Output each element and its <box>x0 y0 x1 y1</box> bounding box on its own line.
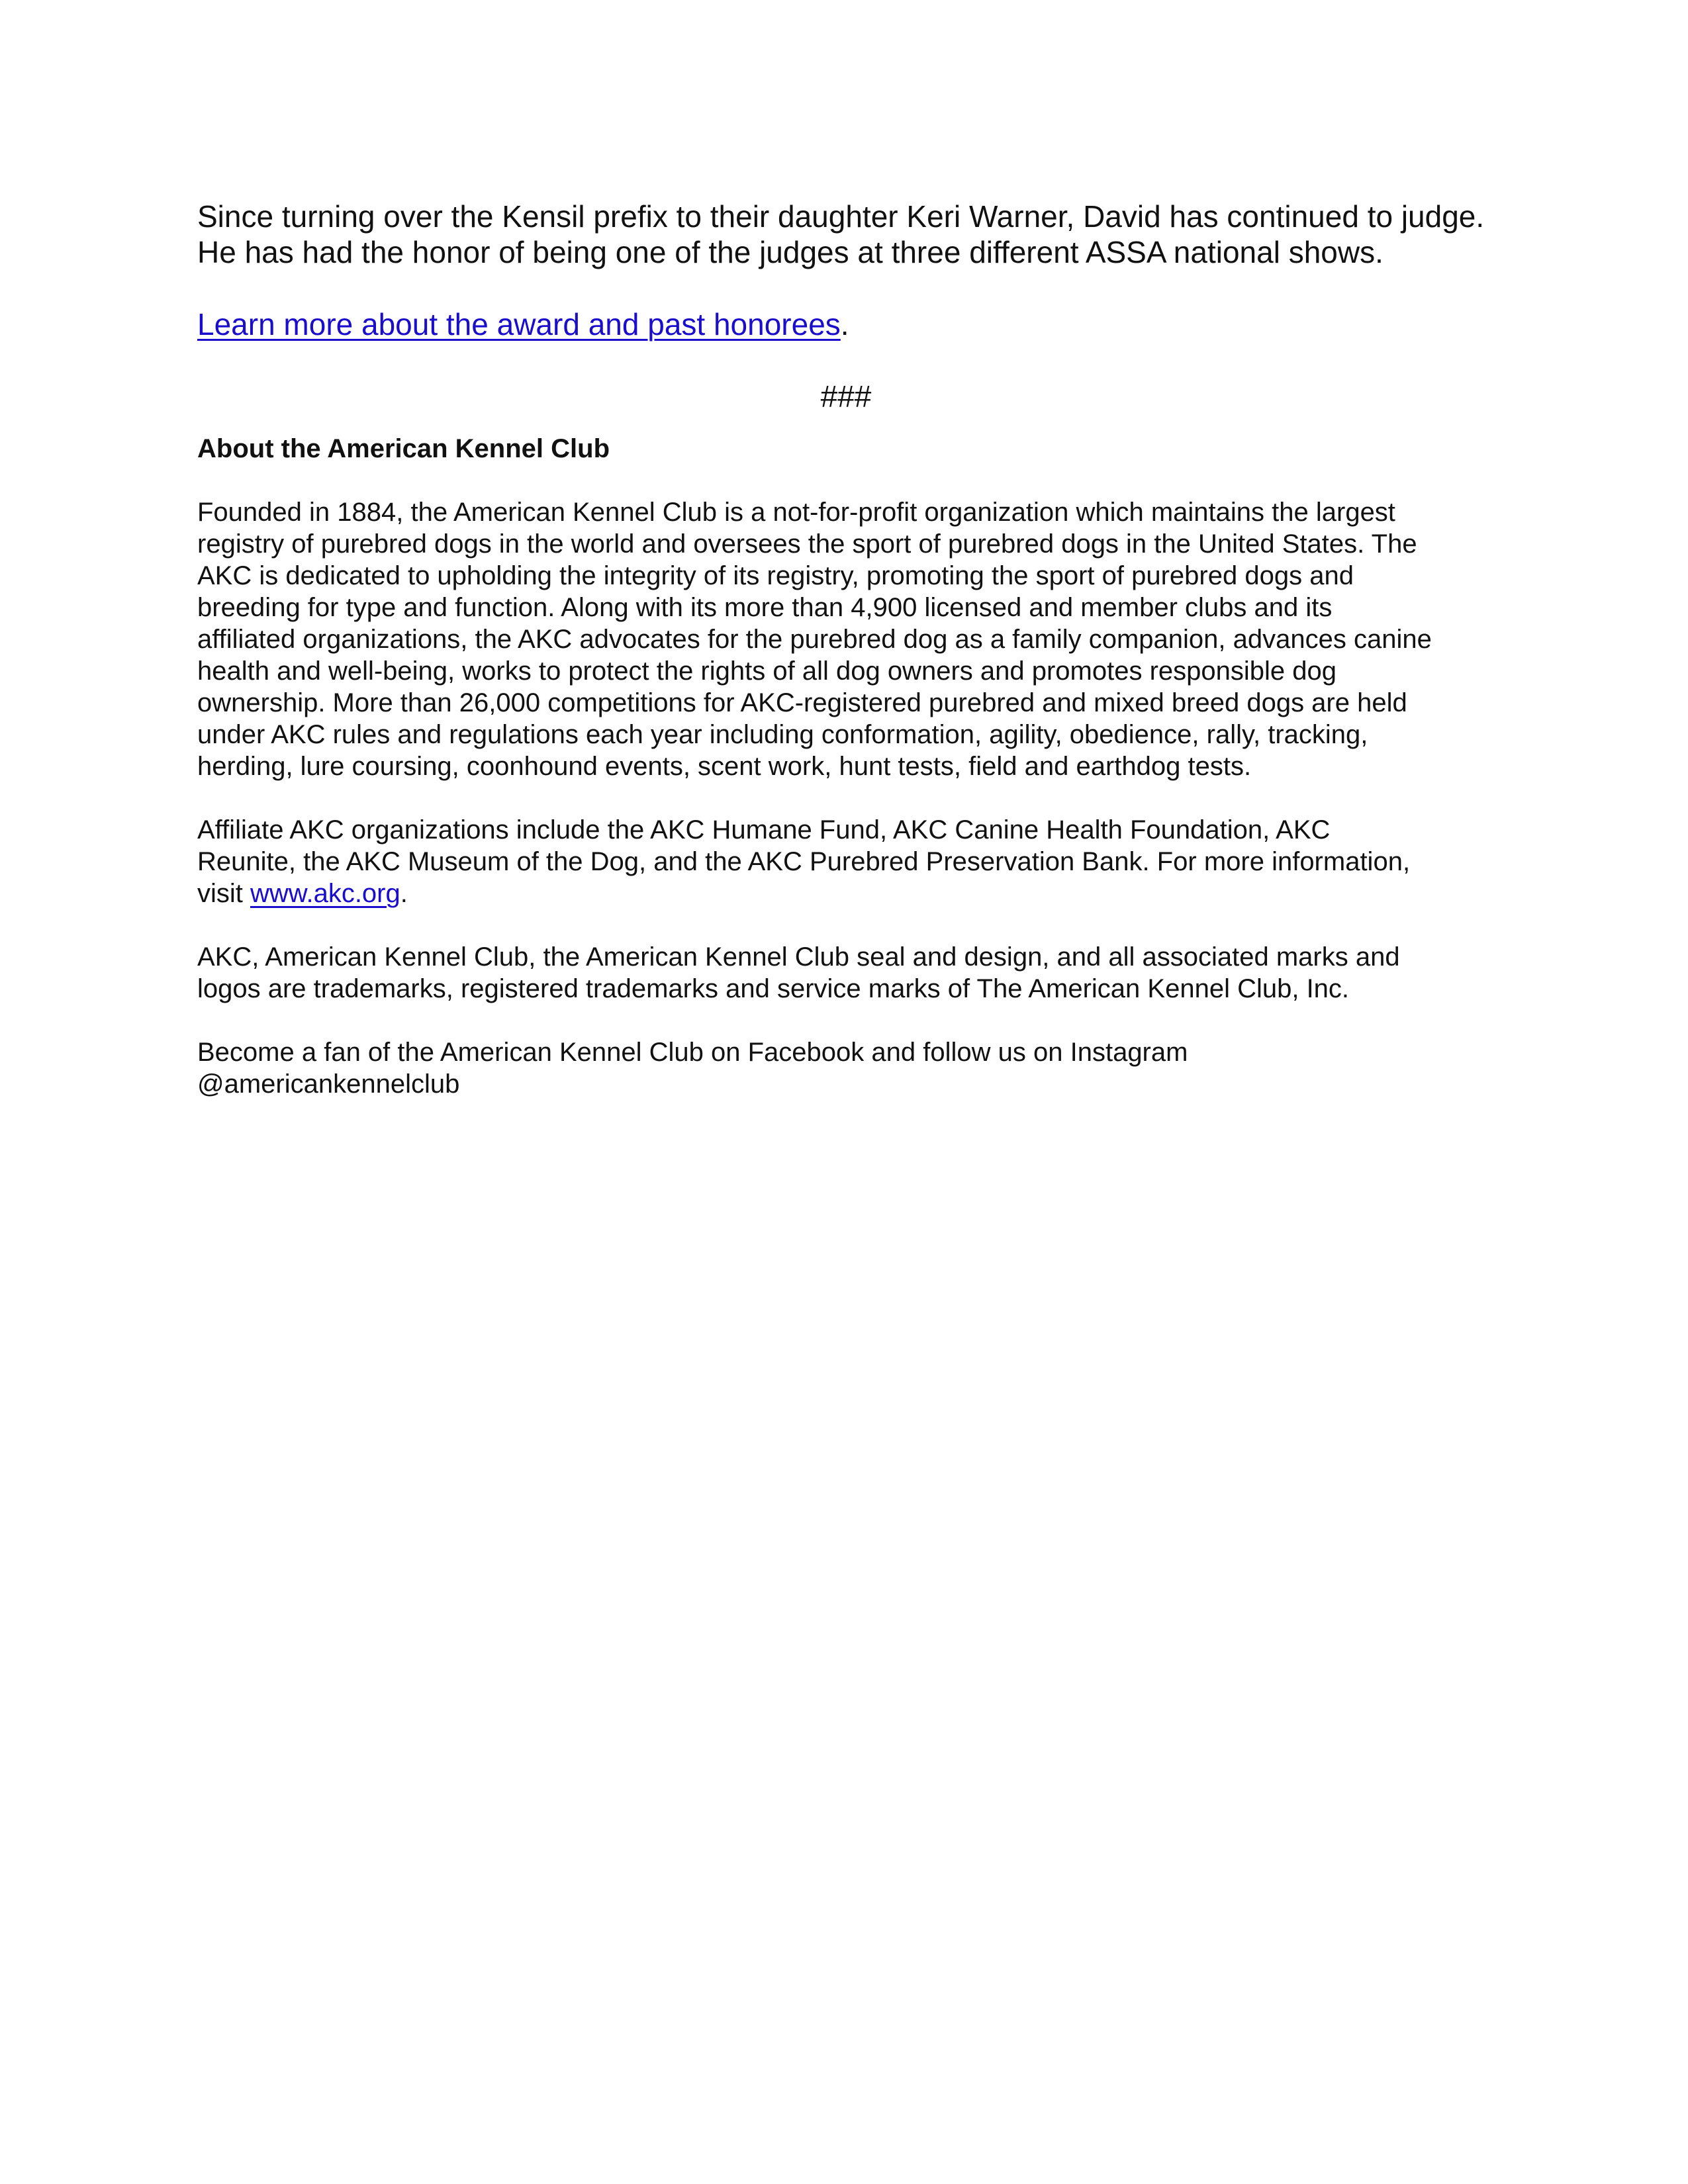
trademark-line: AKC, American Kennel Club, the American Kennel Club seal and design, and all associated marks and <box>197 942 1400 972</box>
founded-line: under AKC rules and regulations each year including conformation, agility, obedience, rally, tracking, <box>197 720 1368 749</box>
akc-website-link[interactable]: www.akc.org <box>250 879 400 908</box>
visit-period: . <box>400 879 408 908</box>
learn-more-period: . <box>840 307 849 341</box>
founded-line: Founded in 1884, the American Kennel Club is a not-for-profit organization which maintains the largest <box>197 498 1395 527</box>
founded-line: herding, lure coursing, coonhound events, scent work, hunt tests, field and earthdog tests. <box>197 752 1252 781</box>
affiliate-line: Reunite, the AKC Museum of the Dog, and the AKC Purebred Preservation Bank. For more information, <box>197 847 1411 876</box>
visit-prefix: visit <box>197 879 250 908</box>
instagram-handle: @americankennelclub <box>197 1069 460 1099</box>
intro-line-2: He has had the honor of being one of the judges at three different ASSA national shows. <box>197 235 1383 269</box>
about-affiliates-paragraph <box>197 814 1495 909</box>
document-body <box>197 199 1495 1100</box>
trademark-line: logos are trademarks, registered trademarks and service marks of The American Kennel Club, Inc. <box>197 974 1350 1003</box>
intro-line-1: Since turning over the Kensil prefix to their daughter Keri Warner, David has continued to judge. <box>197 199 1485 234</box>
affiliate-line: Affiliate AKC organizations include the AKC Humane Fund, AKC Canine Health Foundation, AKC <box>197 815 1331 844</box>
section-separator: ### <box>820 379 872 414</box>
founded-line: ownership. More than 26,000 competitions for AKC-registered purebred and mixed breed dogs are held <box>197 688 1407 717</box>
learn-more-link[interactable]: Learn more about the award and past honorees <box>197 307 841 341</box>
trademark-paragraph <box>197 941 1495 1005</box>
founded-line: breeding for type and function. Along with its more than 4,900 licensed and member clubs and its <box>197 593 1333 622</box>
founded-line: affiliated organizations, the AKC advocates for the purebred dog as a family companion, advances canine <box>197 625 1432 654</box>
founded-line: registry of purebred dogs in the world and oversees the sport of purebred dogs in the United States. The <box>197 529 1417 559</box>
social-line: Become a fan of the American Kennel Club on Facebook and follow us on Instagram <box>197 1038 1188 1067</box>
about-founded-paragraph <box>197 496 1495 782</box>
learn-more-paragraph <box>197 306 1495 342</box>
social-paragraph <box>197 1036 1495 1100</box>
founded-line: health and well-being, works to protect the rights of all dog owners and promotes responsible dog <box>197 657 1336 686</box>
founded-line: AKC is dedicated to upholding the integrity of its registry, promoting the sport of purebred dogs and <box>197 561 1354 590</box>
intro-paragraph <box>197 199 1495 270</box>
about-heading: About the American Kennel Club <box>197 434 610 463</box>
